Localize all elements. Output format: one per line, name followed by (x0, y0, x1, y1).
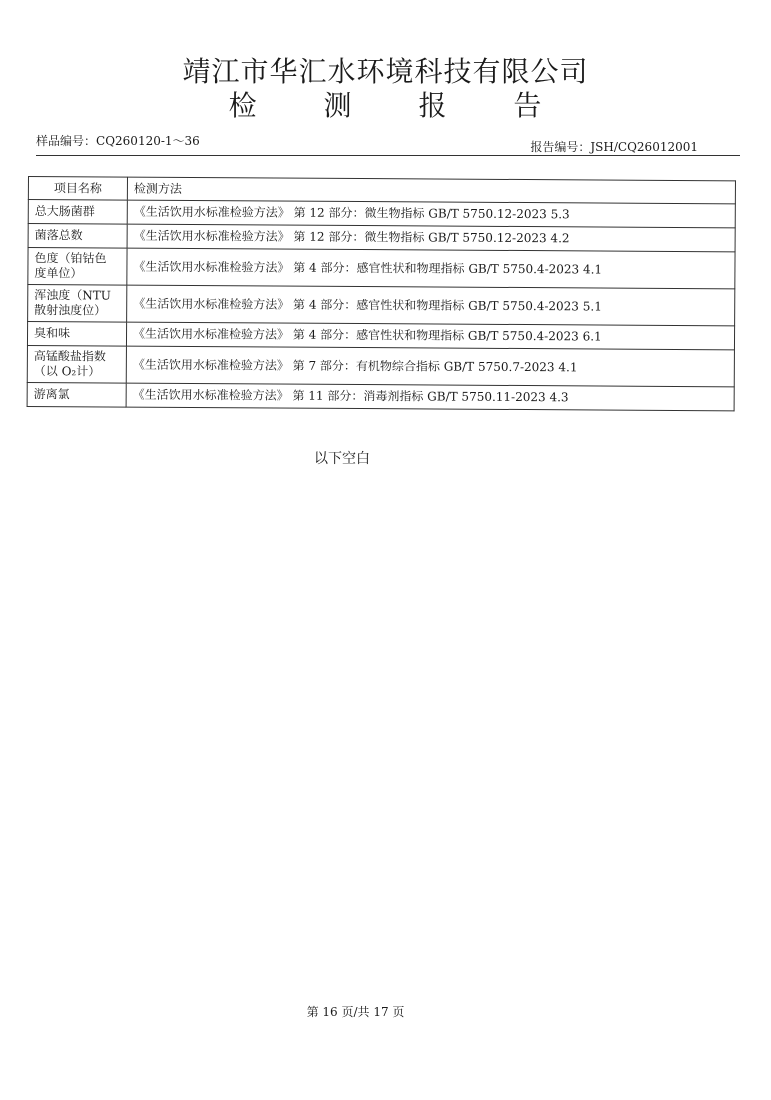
table-row (28, 248, 735, 289)
title-char: 检 (228, 89, 258, 122)
header-divider (36, 155, 740, 156)
sample-number-value: CQ260120-1～36 (96, 134, 200, 148)
company-name: 靖江市华汇水环境科技有限公司 (182, 55, 589, 88)
title-char: 测 (323, 89, 353, 122)
method-cell: 《生活饮用水标准检验方法》 第 12 部分：微生物指标 GB/T 5750.12-2023 5.3 (127, 200, 735, 228)
table-row (28, 285, 735, 326)
item-name-cell: 色度（铂钴色 度单位） (28, 248, 127, 286)
item-name-cell: 浑浊度（NTU 散射浊度位） (28, 285, 127, 323)
table-row (27, 382, 734, 410)
methods-table (27, 176, 736, 411)
sample-number-label: 样品编号： (36, 134, 97, 148)
column-header-item: 项目名称 (28, 177, 127, 201)
report-number-label: 报告编号： (530, 140, 591, 154)
item-name-cell: 总大肠菌群 (28, 200, 127, 225)
method-cell: 《生活饮用水标准检验方法》 第 7 部分：有机物综合指标 GB/T 5750.7-2023 4.1 (126, 346, 734, 387)
method-cell: 《生活饮用水标准检验方法》 第 4 部分：感官性状和物理指标 GB/T 5750.4-2023 4.1 (127, 248, 735, 289)
item-name-cell: 高锰酸盐指数 （以 O₂计） (27, 345, 126, 383)
method-cell: 《生活饮用水标准检验方法》 第 12 部分：微生物指标 GB/T 5750.12-2023 4.2 (127, 224, 735, 252)
report-number-value: JSH/CQ26012001 (590, 140, 698, 154)
title-char: 报 (418, 89, 448, 122)
item-name-cell: 游离氯 (27, 382, 126, 407)
report-meta (36, 132, 736, 152)
method-cell: 《生活饮用水标准检验方法》 第 11 部分：消毒剂指标 GB/T 5750.11-2023 4.3 (126, 383, 734, 411)
page-number: 第 16 页/共 17 页 (306, 1005, 405, 1019)
report-number (530, 138, 698, 155)
column-header-method: 检测方法 (127, 177, 735, 204)
item-name-cell: 臭和味 (27, 322, 126, 347)
report-title (0, 84, 771, 124)
table-row (27, 345, 734, 386)
method-cell: 《生活饮用水标准检验方法》 第 4 部分：感官性状和物理指标 GB/T 5750.4-2023 6.1 (126, 322, 734, 350)
sample-number (36, 132, 200, 149)
title-char: 告 (513, 89, 543, 122)
item-name-cell: 菌落总数 (28, 224, 127, 249)
blank-below-note: 以下空白 (314, 451, 370, 467)
method-cell: 《生活饮用水标准检验方法》 第 4 部分：感官性状和物理指标 GB/T 5750.4-2023 5.1 (127, 285, 735, 326)
